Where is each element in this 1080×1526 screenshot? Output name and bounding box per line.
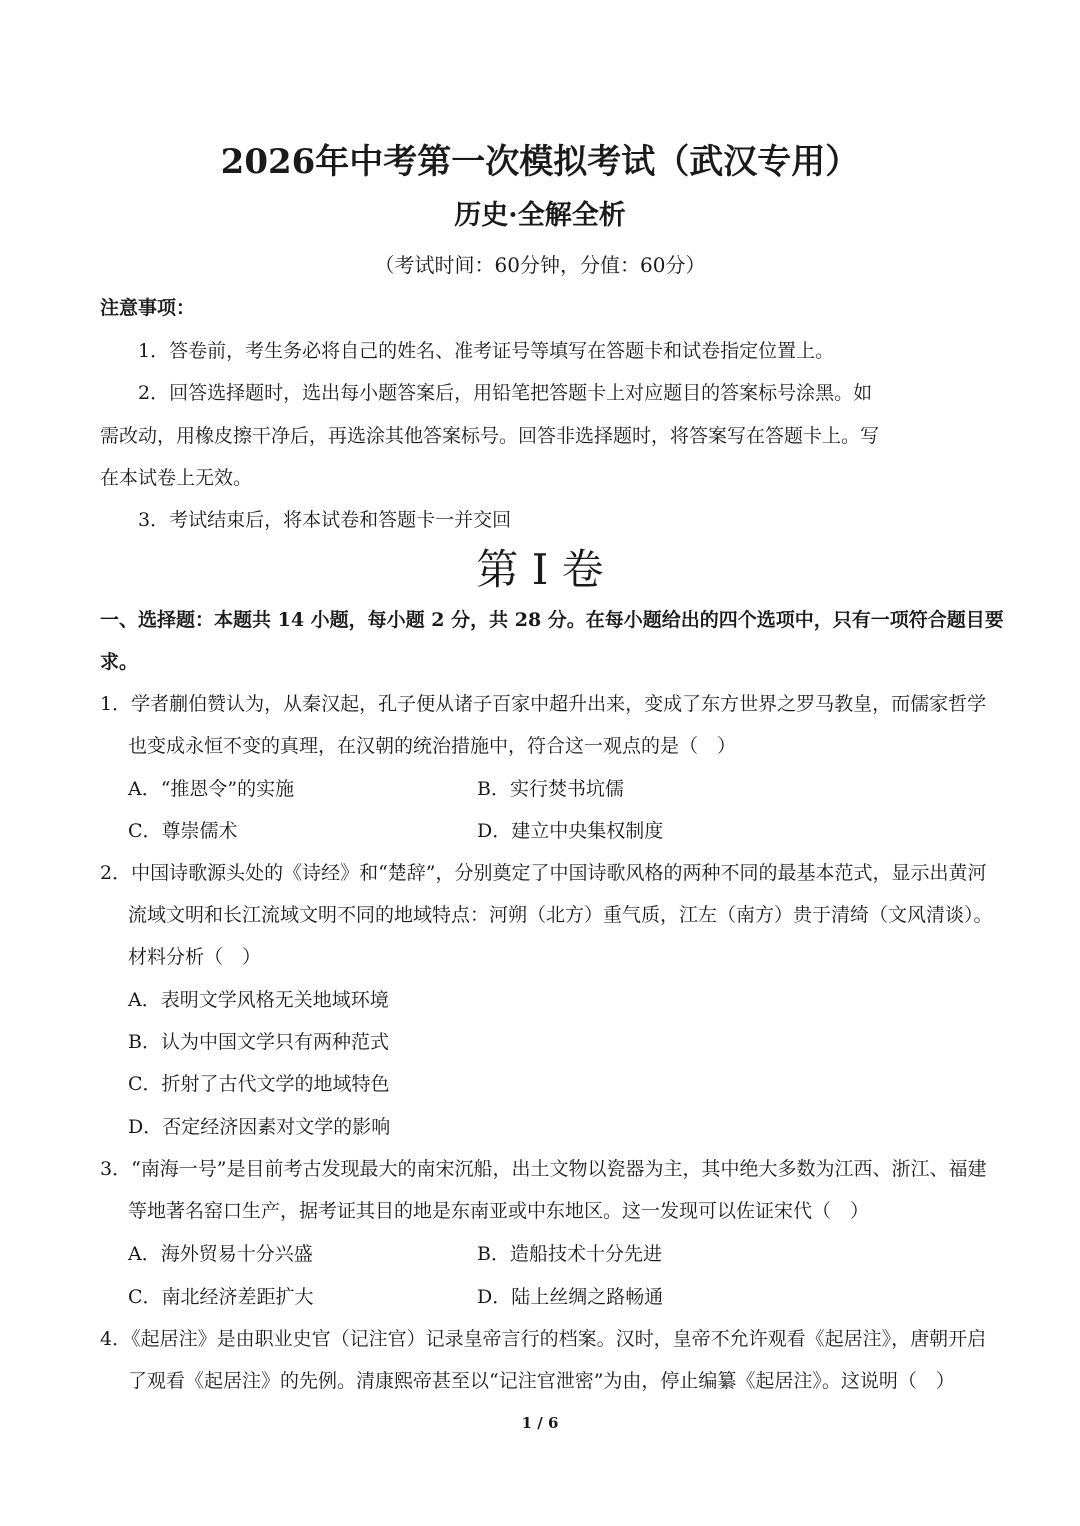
question-4-line-1: 4．《起居注》是由职业史官（记注官）记录皇帝言行的档案。汉时，皇帝不允许观看《起居注》，唐朝开启 [100,1328,987,1350]
question-2-option-a: A．表明文学风格无关地域环境 [128,989,389,1011]
question-2-option-b: B．认为中国文学只有两种范式 [128,1031,389,1053]
question-2-line-3: 材料分析（ ） [128,946,262,968]
question-1-line-2: 也变成永恒不变的真理，在汉朝的统治措施中，符合这一观点的是（ ） [128,735,737,757]
question-3-option-a: A．海外贸易十分兴盛 [128,1243,313,1265]
question-3-option-c: C．南北经济差距扩大 [128,1286,314,1308]
notice-item-1: 1．答卷前，考生务必将自己的姓名、准考证号等填写在答题卡和试卷指定位置上。 [138,340,835,362]
question-2-option-c: C．折射了古代文学的地域特色 [128,1073,390,1095]
question-1-option-a: A．“推恩令”的实施 [128,778,295,800]
section-heading-line-1: 一、选择题：本题共 14 小题，每小题 2 分，共 28 分。在每小题给出的四个选项中，只有一项符合题目要 [100,609,1004,631]
section-heading-line-2: 求。 [100,651,139,673]
exam-info: （考试时间：60分钟，分值：60分） [374,253,706,277]
question-2-option-d: D．否定经济因素对文学的影响 [128,1116,391,1138]
question-1-option-c: C．尊崇儒术 [128,820,238,842]
notice-item-2-line-2: 需改动，用橡皮擦干净后，再选涂其他答案标号。回答非选择题时，将答案写在答题卡上。写 [100,425,880,447]
notice-item-3: 3．考试结束后，将本试卷和答题卡一并交回 [138,509,512,531]
question-3-line-2: 等地著名窑口生产，据考证其目的地是东南亚或中东地区。这一发现可以佐证宋代（ ） [128,1200,870,1222]
question-4-line-2: 了观看《起居注》的先例。清康熙帝甚至以“记注官泄密”为由，停止编纂《起居注》。这说明（ ） [128,1370,955,1392]
volume-title: 第 I 卷 [476,545,604,594]
exam-subtitle: 历史·全解全析 [454,200,626,231]
question-1-option-d: D．建立中央集权制度 [477,820,664,842]
notice-heading: 注意事项： [100,297,196,319]
notice-item-2-line-3: 在本试卷上无效。 [100,467,253,489]
notice-item-2-line-1: 2．回答选择题时，选出每小题答案后，用铅笔把答题卡上对应题目的答案标号涂黑。如 [138,382,873,404]
question-3-option-d: D．陆上丝绸之路畅通 [477,1286,664,1308]
question-2-line-2: 流域文明和长江流域文明不同的地域特点：河朔（北方）重气质，江左（南方）贵于清绮（文风清谈）。 [128,904,993,926]
question-1-option-b: B．实行焚书坑儒 [477,778,624,800]
question-2-line-1: 2．中国诗歌源头处的《诗经》和“楚辞”，分别奠定了中国诗歌风格的两种不同的最基本范式，显示出黄河 [100,862,987,884]
question-3-line-1: 3．“南海一号”是目前考古发现最大的南宋沉船，出土文物以瓷器为主，其中绝大多数为江西、浙江、福建 [100,1158,987,1180]
exam-title: 2026年中考第一次模拟考试（武汉专用） [220,142,860,182]
page-number: 1 / 6 [521,1414,559,1432]
question-3-option-b: B．造船技术十分先进 [477,1243,662,1265]
question-1-line-1: 1．学者蒯伯赞认为，从秦汉起，孔子便从诸子百家中超升出来，变成了东方世界之罗马教皇，而儒家哲学 [100,693,987,715]
